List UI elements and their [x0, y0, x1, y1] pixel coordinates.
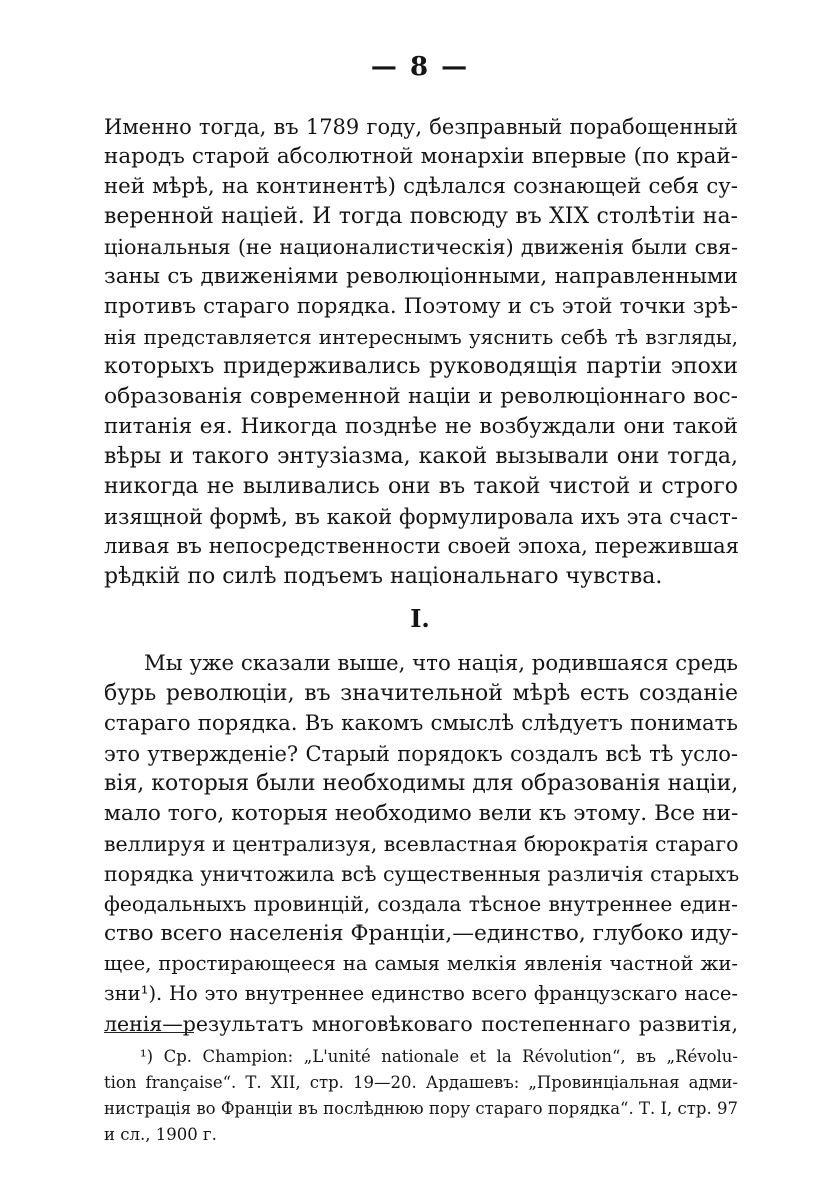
text-line: рѣдкій по силѣ подъемъ національнаго чувства. [104, 564, 663, 589]
text-line: это утвержденіе? Старый порядокъ создалъ всѣ тѣ усло- [104, 742, 738, 766]
footnote-line: ¹) Ср. Champion: „L'unité nationale et la Révolution“, въ „Révolu- [140, 1047, 738, 1066]
text-line: веренной націей. И тогда повсюду въ XIX столѣтіи на- [104, 204, 738, 229]
text-line: мало того, которыя необходимо вели къ этому. Все ни- [104, 801, 739, 826]
section-heading: I. [410, 604, 430, 633]
text-line: которыхъ придерживались руководящія партіи эпохи [104, 354, 738, 379]
text-line: изящной формѣ, въ какой формулировала ихъ эта счаст- [104, 505, 738, 529]
text-line: зни¹). Но это внутреннее единство всего французскаго насе- [104, 982, 738, 1005]
text-line: Именно тогда, въ 1789 году, безправный порабощенный [104, 115, 738, 139]
footnote-line: tion française“. Т. XII, стр. 19—20. Ардашевъ: „Провинціальная адми- [104, 1073, 738, 1092]
text-line: противъ стараго порядка. Поэтому и съ этой точки зрѣ- [104, 294, 738, 319]
footnote-line: нистрація во Франціи въ послѣднюю пору стараго порядка“. Т. I, стр. 97 [104, 1099, 738, 1118]
text-line: Мы уже сказали выше, что нація, родившаяся средь [144, 651, 738, 676]
text-line: нія представляется интереснымъ уяснить себѣ тѣ взгляды, [104, 325, 738, 349]
text-line: ціональныя (не националистическія) движенія были свя- [104, 235, 738, 259]
text-line: ливая въ непосредственности своей эпоха, пережившая [104, 534, 740, 559]
text-line: народъ старой абсолютной монархіи впервые (по край- [104, 144, 738, 169]
footnote-line: и сл., 1900 г. [104, 1125, 217, 1144]
text-line: стараго порядка. Въ какомъ смыслѣ слѣдуетъ понимать [104, 711, 738, 736]
text-line: ленія—результатъ многовѣковаго постепеннаго развитія, [104, 1012, 738, 1036]
text-line: ней мѣрѣ, на континентѣ) сдѣлался сознающей себя су- [104, 174, 738, 199]
text-line: бурь революціи, въ значительной мѣрѣ есть созданіе [104, 681, 738, 706]
text-line: феодальныхъ провинцій, создала тѣсное внутреннее един- [104, 892, 738, 916]
text-line: вѣры и такого энтузіазма, какой вызывали они тогда, [104, 444, 738, 469]
text-line: щее, простирающееся на самыя мелкія явленія частной жи- [104, 952, 738, 975]
text-line: питанія ея. Никогда позднѣе не возбуждали они такой [104, 414, 738, 439]
footnote-divider [104, 1032, 194, 1033]
text-line: ство всего населенія Франціи,—единство, глубоко иду- [104, 921, 739, 946]
text-line: заны съ движеніями революціонными, направленными [104, 264, 738, 289]
text-line: вія, которыя были необходимы для образованія націи, [104, 771, 739, 796]
text-line: порядка уничтожила всѣ существенныя различія старыхъ [104, 862, 740, 886]
text-line: образованія современной націи и революціоннаго вос- [104, 384, 738, 409]
page-number: — 8 — [370, 52, 470, 82]
text-line: веллируя и централизуя, всевластная бюрократія стараго [104, 832, 739, 856]
text-line: никогда не выливались они въ такой чистой и строго [104, 474, 738, 499]
